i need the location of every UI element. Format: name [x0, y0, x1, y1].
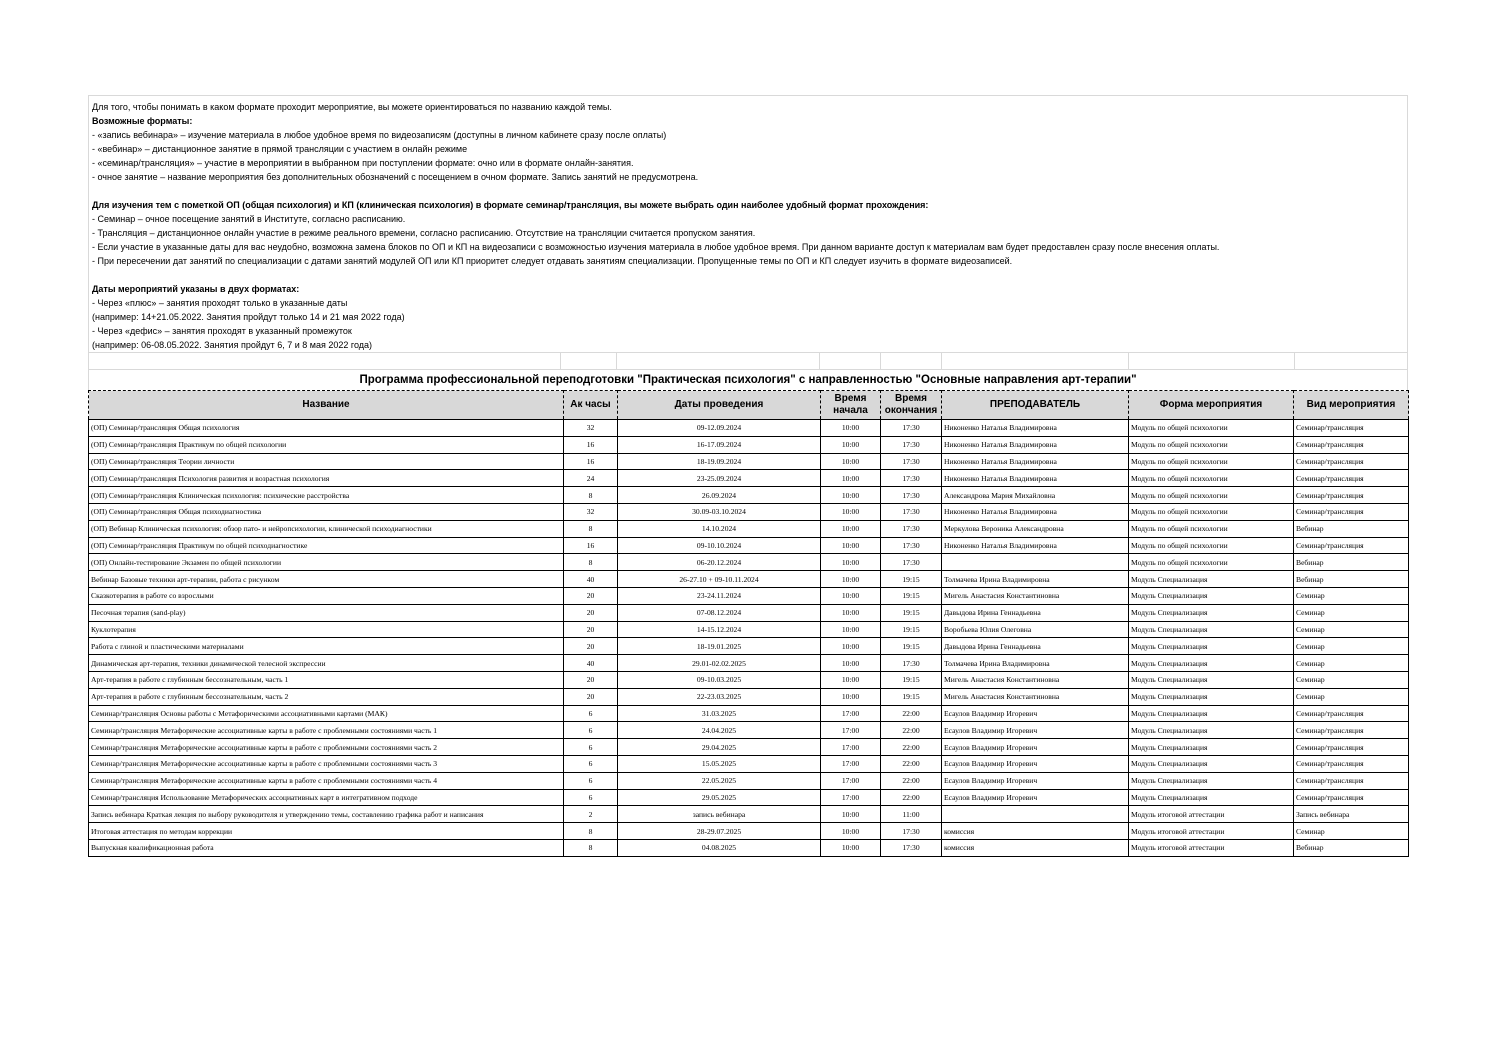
cell-name: Вебинар Базовые техники арт-терапии, работа с рисунком — [89, 571, 564, 588]
cell-dates: 29.05.2025 — [618, 789, 821, 806]
cell-form: Модуль по общей психологии — [1129, 537, 1294, 554]
cell-dates: 14.10.2024 — [618, 520, 821, 537]
cell-hours: 20 — [564, 587, 618, 604]
header-end-line2: окончания — [884, 405, 938, 416]
cell-kind: Семинар/трансляция — [1294, 487, 1409, 504]
cell-dates: 31.03.2025 — [618, 705, 821, 722]
cell-start: 10:00 — [821, 688, 881, 705]
cell-start: 17:00 — [821, 705, 881, 722]
table-header-row — [89, 391, 1409, 420]
cell-form: Модуль Специализация — [1129, 722, 1294, 739]
table-row — [89, 671, 1409, 688]
cell-dates: 29.01-02.02.2025 — [618, 655, 821, 672]
header-name: Название — [89, 391, 564, 420]
table-row — [89, 755, 1409, 772]
cell-form: Модуль по общей психологии — [1129, 487, 1294, 504]
cell-start: 10:00 — [821, 420, 881, 437]
cell-teacher: Давыдова Ирина Геннадьевна — [942, 638, 1129, 655]
cell-end: 19:15 — [881, 621, 942, 638]
cell-start: 10:00 — [821, 503, 881, 520]
cell-dates: 22.05.2025 — [618, 772, 821, 789]
cell-end: 17:30 — [881, 839, 942, 856]
cell-hours: 8 — [564, 487, 618, 504]
cell-end: 22:00 — [881, 755, 942, 772]
cell-name: (ОП) Семинар/трансляция Практикум по общей психодиагностике — [89, 537, 564, 554]
cell-dates: 07-08.12.2024 — [618, 604, 821, 621]
cell-start: 10:00 — [821, 604, 881, 621]
cell-kind: Семинар/трансляция — [1294, 470, 1409, 487]
op-kp-item: - При пересечении дат занятий по специализации с датами занятий модулей ОП или КП приоритет следует отдавать занятиям специализации. Пропущенные темы по ОП и КП следует изучить в формате видеозаписей. — [92, 256, 1013, 266]
dates-item: (например: 14+21.05.2022. Занятия пройдут только 14 и 21 мая 2022 года) — [92, 312, 405, 322]
cell-kind: Семинар — [1294, 823, 1409, 840]
cell-form: Модуль Специализация — [1129, 621, 1294, 638]
cell-dates: 18-19.09.2024 — [618, 453, 821, 470]
cell-dates: 22-23.03.2025 — [618, 688, 821, 705]
cell-hours: 8 — [564, 554, 618, 571]
cell-end: 11:00 — [881, 806, 942, 823]
cell-kind: Вебинар — [1294, 554, 1409, 571]
dates-item: - Через «дефис» – занятия проходят в указанный промежуток — [92, 326, 352, 336]
cell-dates: 18-19.01.2025 — [618, 638, 821, 655]
cell-name: Сказкотерапия в работе со взрослыми — [89, 587, 564, 604]
cell-dates: 26-27.10 + 09-10.11.2024 — [618, 571, 821, 588]
cell-teacher: Толмачева Ирина Владимировна — [942, 655, 1129, 672]
header-teacher: ПРЕПОДАВАТЕЛЬ — [942, 391, 1129, 420]
table-row — [89, 688, 1409, 705]
cell-dates: 24.04.2025 — [618, 722, 821, 739]
table-row — [89, 806, 1409, 823]
schedule-table — [88, 390, 1409, 857]
header-dates: Даты проведения — [618, 391, 821, 420]
table-row — [89, 839, 1409, 856]
cell-kind: Семинар — [1294, 671, 1409, 688]
cell-kind: Семинар — [1294, 638, 1409, 655]
cell-teacher: Никоненко Наталья Владимировна — [942, 420, 1129, 437]
header-start-line1: Время — [834, 393, 867, 404]
cell-dates: 16-17.09.2024 — [618, 436, 821, 453]
cell-start: 10:00 — [821, 587, 881, 604]
cell-teacher: Есаулов Владимир Игоревич — [942, 722, 1129, 739]
cell-start: 17:00 — [821, 772, 881, 789]
cell-kind: Семинар/трансляция — [1294, 420, 1409, 437]
cell-name: Куклотерапия — [89, 621, 564, 638]
cell-start: 10:00 — [821, 671, 881, 688]
cell-name: (ОП) Семинар/трансляция Практикум по общей психологии — [89, 436, 564, 453]
cell-start: 17:00 — [821, 755, 881, 772]
cell-kind: Семинар — [1294, 587, 1409, 604]
cell-start: 17:00 — [821, 739, 881, 756]
cell-teacher: Никоненко Наталья Владимировна — [942, 436, 1129, 453]
format-item: - «запись вебинара» – изучение материала в любое удобное время по видеозаписям (доступны в личном кабинете сразу после оплаты) — [92, 130, 667, 140]
cell-end: 17:30 — [881, 503, 942, 520]
cell-kind: Семинар — [1294, 655, 1409, 672]
cell-end: 17:30 — [881, 823, 942, 840]
cell-form: Модуль итоговой аттестации — [1129, 806, 1294, 823]
cell-form: Модуль Специализация — [1129, 587, 1294, 604]
cell-dates: 09-10.10.2024 — [618, 537, 821, 554]
cell-teacher: Давыдова Ирина Геннадьевна — [942, 604, 1129, 621]
cell-dates: запись вебинара — [618, 806, 821, 823]
format-item: - очное занятие – название мероприятия без дополнительных обозначений с посещением в очном формате. Запись занятий не предусмотрена. — [92, 172, 699, 182]
header-form: Форма мероприятия — [1129, 391, 1294, 420]
cell-name: Семинар/трансляция Основы работы с Метафорическими ассоциативными картами (МАК) — [89, 705, 564, 722]
cell-hours: 8 — [564, 839, 618, 856]
cell-kind: Семинар — [1294, 621, 1409, 638]
cell-dates: 06-20.12.2024 — [618, 554, 821, 571]
header-start-time — [821, 391, 881, 420]
cell-teacher: Меркулова Вероника Александровна — [942, 520, 1129, 537]
cell-kind: Семинар/трансляция — [1294, 772, 1409, 789]
cell-dates: 29.04.2025 — [618, 739, 821, 756]
table-row — [89, 655, 1409, 672]
cell-teacher — [942, 806, 1129, 823]
cell-end: 22:00 — [881, 789, 942, 806]
header-end-line1: Время — [895, 393, 927, 404]
cell-name: Песочная терапия (sand-play) — [89, 604, 564, 621]
cell-end: 22:00 — [881, 739, 942, 756]
cell-hours: 40 — [564, 571, 618, 588]
cell-hours: 20 — [564, 638, 618, 655]
cell-name: (ОП) Вебинар Клиническая психология: обзор пато- и нейропсихологии, клинической психодиагностики — [89, 520, 564, 537]
cell-start: 10:00 — [821, 537, 881, 554]
cell-dates: 30.09-03.10.2024 — [618, 503, 821, 520]
cell-end: 22:00 — [881, 722, 942, 739]
table-row — [89, 420, 1409, 437]
cell-form: Модуль Специализация — [1129, 789, 1294, 806]
cell-name: (ОП) Семинар/трансляция Клиническая психология: психические расстройства — [89, 487, 564, 504]
cell-hours: 32 — [564, 420, 618, 437]
table-row — [89, 571, 1409, 588]
cell-hours: 20 — [564, 671, 618, 688]
cell-name: Семинар/трансляция Метафорические ассоциативные карты в работе с проблемными состояниями часть 2 — [89, 739, 564, 756]
cell-name: (ОП) Семинар/трансляция Общая психология — [89, 420, 564, 437]
table-row — [89, 604, 1409, 621]
dates-item: (например: 06-08.05.2022. Занятия пройдут 6, 7 и 8 мая 2022 года) — [92, 340, 373, 350]
format-item: - «вебинар» – дистанционное занятие в прямой трансляции с участием в онлайн режиме — [92, 144, 468, 154]
cell-kind: Семинар/трансляция — [1294, 755, 1409, 772]
cell-dates: 09-10.03.2025 — [618, 671, 821, 688]
cell-form: Модуль Специализация — [1129, 604, 1294, 621]
format-notes — [88, 95, 1408, 352]
cell-form: Модуль Специализация — [1129, 688, 1294, 705]
cell-kind: Семинар/трансляция — [1294, 722, 1409, 739]
cell-form: Модуль по общей психологии — [1129, 436, 1294, 453]
table-row — [89, 705, 1409, 722]
table-row — [89, 789, 1409, 806]
cell-name: Семинар/трансляция Использование Метафорических ассоциативных карт в интегративном подходе — [89, 789, 564, 806]
table-row — [89, 722, 1409, 739]
cell-form: Модуль по общей психологии — [1129, 453, 1294, 470]
cell-hours: 6 — [564, 789, 618, 806]
cell-name: Динамическая арт-терапия, техники динамической телесной экспрессии — [89, 655, 564, 672]
cell-name: Итоговая аттестация по методам коррекции — [89, 823, 564, 840]
cell-form: Модуль Специализация — [1129, 655, 1294, 672]
table-row — [89, 823, 1409, 840]
cell-hours: 16 — [564, 453, 618, 470]
table-row — [89, 470, 1409, 487]
cell-name: (ОП) Онлайн-тестирование Экзамен по общей психологии — [89, 554, 564, 571]
cell-name: Запись вебинара Краткая лекция по выбору руководителя и утверждению темы, составлению графика работ и написания — [89, 806, 564, 823]
empty-row — [88, 352, 1408, 369]
cell-kind: Семинар/трансляция — [1294, 503, 1409, 520]
cell-hours: 8 — [564, 520, 618, 537]
cell-name: Работа с глиной и пластическими материалами — [89, 638, 564, 655]
cell-hours: 8 — [564, 823, 618, 840]
cell-start: 10:00 — [821, 436, 881, 453]
cell-teacher: Александрова Мария Михайловна — [942, 487, 1129, 504]
cell-name: (ОП) Семинар/трансляция Психология развития и возрастная психология — [89, 470, 564, 487]
cell-name: Семинар/трансляция Метафорические ассоциативные карты в работе с проблемными состояниями часть 4 — [89, 772, 564, 789]
header-kind: Вид мероприятия — [1294, 391, 1409, 420]
cell-hours: 6 — [564, 739, 618, 756]
cell-start: 10:00 — [821, 470, 881, 487]
cell-kind: Вебинар — [1294, 520, 1409, 537]
cell-end: 19:15 — [881, 671, 942, 688]
cell-hours: 24 — [564, 470, 618, 487]
cell-hours: 6 — [564, 705, 618, 722]
cell-start: 10:00 — [821, 487, 881, 504]
dates-item: - Через «плюс» – занятия проходят только в указанные даты — [92, 298, 348, 308]
cell-teacher — [942, 554, 1129, 571]
cell-teacher: Есаулов Владимир Игоревич — [942, 705, 1129, 722]
cell-teacher: Есаулов Владимир Игоревич — [942, 789, 1129, 806]
table-row — [89, 638, 1409, 655]
cell-form: Модуль Специализация — [1129, 739, 1294, 756]
header-end-time — [881, 391, 942, 420]
cell-hours: 40 — [564, 655, 618, 672]
cell-dates: 09-12.09.2024 — [618, 420, 821, 437]
cell-start: 10:00 — [821, 823, 881, 840]
table-row — [89, 772, 1409, 789]
cell-kind: Запись вебинара — [1294, 806, 1409, 823]
cell-hours: 6 — [564, 722, 618, 739]
cell-teacher: Мигель Анастасия Константиновна — [942, 671, 1129, 688]
cell-end: 17:30 — [881, 436, 942, 453]
cell-kind: Вебинар — [1294, 571, 1409, 588]
cell-hours: 6 — [564, 755, 618, 772]
cell-form: Модуль Специализация — [1129, 571, 1294, 588]
cell-teacher: Есаулов Владимир Игоревич — [942, 772, 1129, 789]
cell-end: 19:15 — [881, 571, 942, 588]
cell-start: 10:00 — [821, 453, 881, 470]
cell-end: 17:30 — [881, 470, 942, 487]
cell-name: Выпускная квалификационная работа — [89, 839, 564, 856]
cell-end: 17:30 — [881, 520, 942, 537]
table-row — [89, 436, 1409, 453]
cell-end: 17:30 — [881, 554, 942, 571]
cell-end: 19:15 — [881, 587, 942, 604]
cell-start: 10:00 — [821, 655, 881, 672]
cell-kind: Семинар/трансляция — [1294, 453, 1409, 470]
cell-hours: 6 — [564, 772, 618, 789]
cell-dates: 23-25.09.2024 — [618, 470, 821, 487]
intro-text: Для того, чтобы понимать в каком формате проходит мероприятие, вы можете ориентироваться по названию каждой темы. — [92, 102, 612, 112]
header-hours: Ак часы — [564, 391, 618, 420]
op-kp-item: - Семинар – очное посещение занятий в Институте, согласно расписанию. — [92, 214, 406, 224]
cell-end: 19:15 — [881, 688, 942, 705]
cell-dates: 23-24.11.2024 — [618, 587, 821, 604]
cell-form: Модуль итоговой аттестации — [1129, 839, 1294, 856]
op-kp-heading: Для изучения тем с пометкой ОП (общая психология) и КП (клиническая психология) в формате семинар/трансляция, вы можете выбрать один наиболее удобный формат прохождения: — [92, 200, 929, 210]
cell-hours: 2 — [564, 806, 618, 823]
cell-end: 17:30 — [881, 453, 942, 470]
cell-teacher: Мигель Анастасия Константиновна — [942, 688, 1129, 705]
cell-kind: Семинар/трансляция — [1294, 705, 1409, 722]
cell-form: Модуль Специализация — [1129, 705, 1294, 722]
cell-end: 19:15 — [881, 638, 942, 655]
op-kp-item: - Если участие в указанные даты для вас неудобно, возможна замена блоков по ОП и КП на видеозаписи с возможностью изучения материала в любое удобное время. При данном варианте доступ к материалам вам будет предоставлен сразу после внесения оплаты. — [92, 242, 1220, 252]
cell-hours: 16 — [564, 537, 618, 554]
cell-kind: Семинар/трансляция — [1294, 537, 1409, 554]
table-row — [89, 520, 1409, 537]
cell-form: Модуль Специализация — [1129, 671, 1294, 688]
cell-form: Модуль по общей психологии — [1129, 420, 1294, 437]
cell-kind: Семинар — [1294, 604, 1409, 621]
cell-start: 10:00 — [821, 621, 881, 638]
cell-end: 17:30 — [881, 487, 942, 504]
cell-dates: 14-15.12.2024 — [618, 621, 821, 638]
cell-kind: Семинар/трансляция — [1294, 789, 1409, 806]
cell-teacher: Мигель Анастасия Константиновна — [942, 587, 1129, 604]
cell-teacher: Есаулов Владимир Игоревич — [942, 739, 1129, 756]
cell-name: Арт-терапия в работе с глубинным бессознательным, часть 1 — [89, 671, 564, 688]
cell-start: 10:00 — [821, 554, 881, 571]
cell-end: 17:30 — [881, 420, 942, 437]
cell-end: 22:00 — [881, 772, 942, 789]
cell-hours: 20 — [564, 604, 618, 621]
table-row — [89, 487, 1409, 504]
cell-teacher: комиссия — [942, 823, 1129, 840]
cell-start: 10:00 — [821, 520, 881, 537]
cell-teacher: Никоненко Наталья Владимировна — [942, 453, 1129, 470]
header-start-line2: начала — [833, 405, 868, 416]
cell-teacher: Никоненко Наталья Владимировна — [942, 537, 1129, 554]
cell-end: 17:30 — [881, 537, 942, 554]
dates-heading: Даты мероприятий указаны в двух форматах: — [92, 284, 300, 294]
cell-teacher: Есаулов Владимир Игоревич — [942, 755, 1129, 772]
table-row — [89, 621, 1409, 638]
cell-start: 17:00 — [821, 722, 881, 739]
cell-dates: 04.08.2025 — [618, 839, 821, 856]
cell-kind: Семинар — [1294, 688, 1409, 705]
cell-form: Модуль по общей психологии — [1129, 554, 1294, 571]
table-row — [89, 587, 1409, 604]
cell-start: 10:00 — [821, 638, 881, 655]
cell-start: 10:00 — [821, 571, 881, 588]
cell-form: Модуль по общей психологии — [1129, 503, 1294, 520]
cell-teacher: Толмачева Ирина Владимировна — [942, 571, 1129, 588]
cell-form: Модуль Специализация — [1129, 638, 1294, 655]
cell-name: Семинар/трансляция Метафорические ассоциативные карты в работе с проблемными состояниями часть 1 — [89, 722, 564, 739]
cell-form: Модуль по общей психологии — [1129, 520, 1294, 537]
cell-kind: Семинар/трансляция — [1294, 436, 1409, 453]
cell-name: (ОП) Семинар/трансляция Теории личности — [89, 453, 564, 470]
spreadsheet-page — [88, 95, 1408, 857]
table-row — [89, 554, 1409, 571]
cell-start: 10:00 — [821, 839, 881, 856]
op-kp-item: - Трансляция – дистанционное онлайн участие в режиме реального времени, согласно расписанию. Отсутствие на трансляции считается пропуском занятия. — [92, 228, 756, 238]
cell-dates: 28-29.07.2025 — [618, 823, 821, 840]
cell-hours: 32 — [564, 503, 618, 520]
table-row — [89, 453, 1409, 470]
cell-form: Модуль Специализация — [1129, 772, 1294, 789]
cell-form: Модуль Специализация — [1129, 755, 1294, 772]
formats-heading: Возможные форматы: — [92, 116, 193, 126]
table-row — [89, 537, 1409, 554]
cell-teacher: Никоненко Наталья Владимировна — [942, 470, 1129, 487]
table-row — [89, 503, 1409, 520]
cell-teacher: комиссия — [942, 839, 1129, 856]
cell-hours: 16 — [564, 436, 618, 453]
cell-hours: 20 — [564, 621, 618, 638]
cell-end: 17:30 — [881, 655, 942, 672]
cell-end: 19:15 — [881, 604, 942, 621]
program-title: Программа профессиональной переподготовки "Практическая психология" с направленностью "Основные направления арт-терапии" — [88, 369, 1408, 390]
table-row — [89, 739, 1409, 756]
cell-kind: Вебинар — [1294, 839, 1409, 856]
format-item: - «семинар/трансляция» – участие в мероприятии в выбранном при поступлении формате: очно или в формате онлайн-занятия. — [92, 158, 634, 168]
cell-end: 22:00 — [881, 705, 942, 722]
cell-hours: 20 — [564, 688, 618, 705]
cell-name: (ОП) Семинар/трансляция Общая психодиагностика — [89, 503, 564, 520]
cell-start: 10:00 — [821, 806, 881, 823]
cell-form: Модуль по общей психологии — [1129, 470, 1294, 487]
cell-form: Модуль итоговой аттестации — [1129, 823, 1294, 840]
cell-teacher: Воробьева Юлия Олеговна — [942, 621, 1129, 638]
cell-name: Арт-терапия в работе с глубинным бессознательным, часть 2 — [89, 688, 564, 705]
cell-name: Семинар/трансляция Метафорические ассоциативные карты в работе с проблемными состояниями часть 3 — [89, 755, 564, 772]
cell-kind: Семинар/трансляция — [1294, 739, 1409, 756]
cell-dates: 26.09.2024 — [618, 487, 821, 504]
cell-teacher: Никоненко Наталья Владимировна — [942, 503, 1129, 520]
cell-start: 17:00 — [821, 789, 881, 806]
cell-dates: 15.05.2025 — [618, 755, 821, 772]
